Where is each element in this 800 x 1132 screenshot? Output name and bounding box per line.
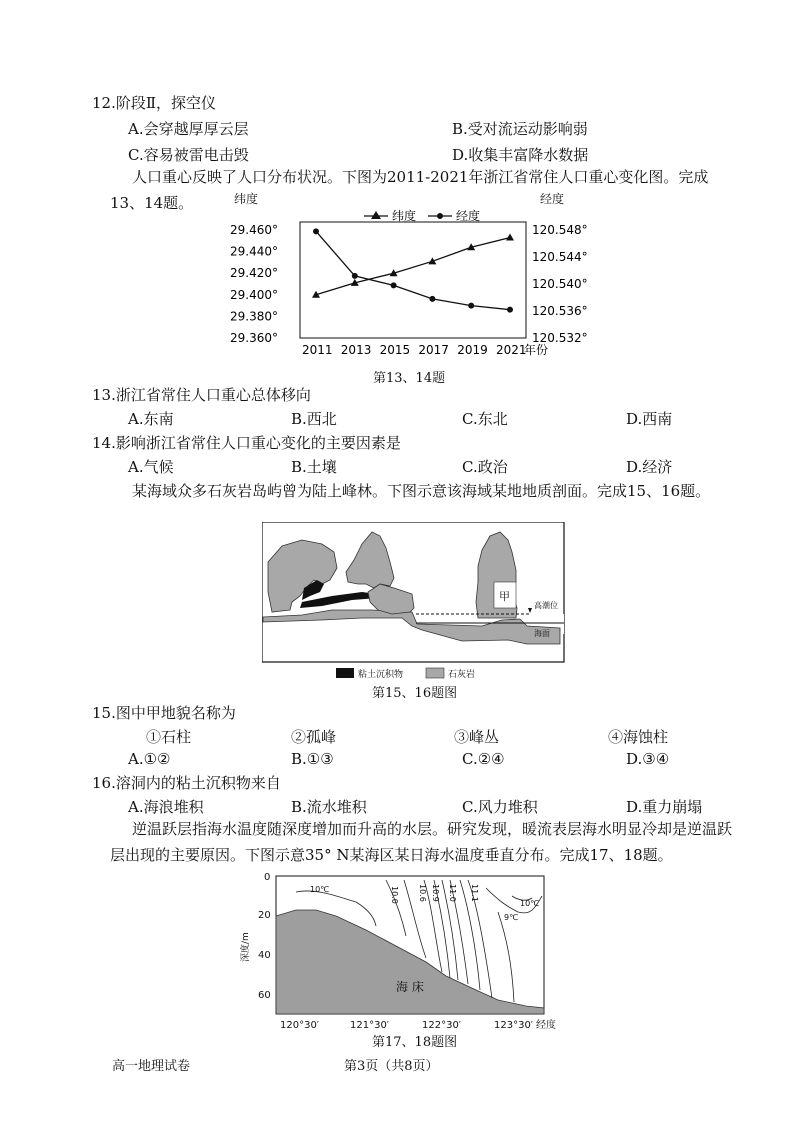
legend-clay: 粘土沉积物 [358,670,404,680]
longitude-tick: 120°30′ [280,1020,320,1031]
longitude-point [391,282,397,288]
isotherm-label: 10.6 [418,884,427,902]
latitude-point [506,234,514,241]
q15-item-3: ③峰丛 [454,728,500,746]
series-line-circle [316,231,510,309]
depth-tick: 20 [258,910,271,921]
isotherm-label: 10.9 [431,884,440,902]
longitude-axis-label: 经度 [536,1020,556,1031]
chart1-caption: 第13、14题 [373,371,446,386]
population-center-chart [220,186,610,366]
q13-option-d[interactable]: D.西南 [626,410,673,428]
x-axis-tick: 2021 [496,343,527,357]
q16-option-a[interactable]: A.海浪堆积 [128,798,204,816]
q12-option-a[interactable]: A.会穿越厚厚云层 [128,120,249,138]
q14-option-b[interactable]: B.土壤 [291,458,337,476]
fig2-caption: 第15、16题图 [372,686,458,701]
q16-option-b[interactable]: B.流水堆积 [291,798,367,816]
label-jia: 甲 [499,590,510,603]
q13-option-c[interactable]: C.东北 [462,410,508,428]
q14-option-d[interactable]: D.经济 [626,458,673,476]
left-axis-tick: 29.360° [230,331,278,345]
q15-option-c[interactable]: C.②④ [462,750,505,768]
fig3-caption: 第17、18题图 [372,1035,458,1050]
q13-stem: 13.浙江省常住人口重心总体移向 [92,386,311,404]
x-axis-tick: 2013 [340,343,372,357]
footer-page-number: 第3页（共8页） [344,1059,439,1074]
x-axis-label: 年份 [524,343,549,357]
q15-option-d[interactable]: D.③④ [626,750,670,768]
isotherm-label: 11.1 [470,884,479,902]
series-line-triangle [316,238,510,295]
q16-option-c[interactable]: C.风力堆积 [462,798,538,816]
chart-legend [364,208,480,223]
depth-tick: 40 [258,950,271,961]
right-axis-label: 经度 [540,192,565,206]
depth-tick: 0 [264,872,271,883]
footer-title: 高一地理试卷 [112,1059,191,1074]
intro-17-18: 逆温跃层指海水温度随深度增加而升高的水层。研究发现，暖流表层海水明显冷却是逆温跃层出现的主要原因。下图示意35° N某海区某日海水温度垂直分布。完成17、18题。 [110,820,733,864]
right-axis-tick: 120.548° [532,223,588,237]
q13-option-b[interactable]: B.西北 [291,410,337,428]
x-axis-tick: 2011 [302,343,333,357]
right-axis-tick: 120.540° [532,277,588,291]
intro-15-16: 某海域众多石灰岩岛屿曾为陆上峰林。下图示意该海域某地地质剖面。完成15、16题。 [132,482,711,500]
left-axis-tick: 29.440° [230,244,278,259]
legend-longitude: 经度 [456,209,481,223]
x-axis-tick: 2017 [418,343,449,357]
isotherm-label: 10.0 [390,886,399,904]
intro-13-14: 人口重心反映了人口分布状况。下图为2011-2021年浙江省常住人口重心变化图。完成13、14题。 [110,168,709,212]
q14-stem: 14.影响浙江省常住人口重心变化的主要因素是 [92,434,401,452]
sea-temperature-figure [236,866,576,1036]
q12-option-b[interactable]: B.受对流运动影响弱 [452,120,588,138]
longitude-point [429,296,435,302]
q13-option-a[interactable]: A.东南 [128,410,174,428]
x-axis-tick: 2015 [379,343,411,357]
legend-limestone: 石灰岩 [448,670,476,680]
q15-option-a[interactable]: A.①② [128,750,171,768]
x-axis-tick: 2019 [457,343,488,357]
right-axis-tick: 120.544° [532,250,588,264]
right-axis-tick: 120.536° [532,304,588,318]
q15-item-1: ①石柱 [146,728,192,746]
isotherm-label: 10℃ [520,899,540,908]
longitude-tick: 121°30′ [350,1020,390,1031]
q16-option-d[interactable]: D.重力崩塌 [626,798,703,816]
label-sea: 海面 [534,629,550,638]
label-high-tide: 高潮位 [534,601,558,610]
longitude-point [313,228,319,234]
legend-limestone-swatch [426,668,444,678]
longitude-tick: 123°30′ [494,1020,534,1031]
geologic-profile-figure [262,522,566,682]
legend-clay-swatch [336,668,354,678]
left-axis-tick: 29.460° [230,223,278,237]
q15-item-4: ④海蚀柱 [608,728,669,746]
longitude-tick: 122°30′ [422,1020,462,1031]
legend-latitude: 纬度 [392,209,417,223]
left-axis-tick: 29.420° [230,266,278,281]
q15-stem: 15.图中甲地貌名称为 [92,704,236,722]
legend-circle-icon [437,213,443,219]
q16-stem: 16.溶洞内的粘土沉积物来自 [92,774,281,792]
legend-triangle-icon [371,211,381,219]
q15-item-2: ②孤峰 [291,728,337,746]
longitude-point [352,273,358,279]
right-axis-tick: 120.532° [532,331,588,345]
q15-option-b[interactable]: B.①③ [291,750,334,768]
depth-tick: 60 [258,990,271,1001]
q12-option-c[interactable]: C.容易被雷电击毁 [128,146,249,164]
depth-axis-label: 深度/m [241,932,251,962]
q12-option-d[interactable]: D.收集丰富降水数据 [452,146,589,164]
q14-option-a[interactable]: A.气候 [128,458,174,476]
longitude-point [507,307,513,313]
isotherm-label: 10℃ [310,885,330,894]
isotherm-label: 11.0 [448,884,457,902]
left-axis-tick: 29.380° [230,309,278,324]
q14-option-c[interactable]: C.政治 [462,458,508,476]
q12-stem: 12.阶段Ⅱ，探空仪 [92,94,217,112]
seabed-label: 海 床 [396,980,424,994]
isotherm-label: 9℃ [504,913,519,922]
left-axis-tick: 29.400° [230,287,278,302]
longitude-point [468,303,474,309]
left-axis-label: 纬度 [234,192,259,206]
